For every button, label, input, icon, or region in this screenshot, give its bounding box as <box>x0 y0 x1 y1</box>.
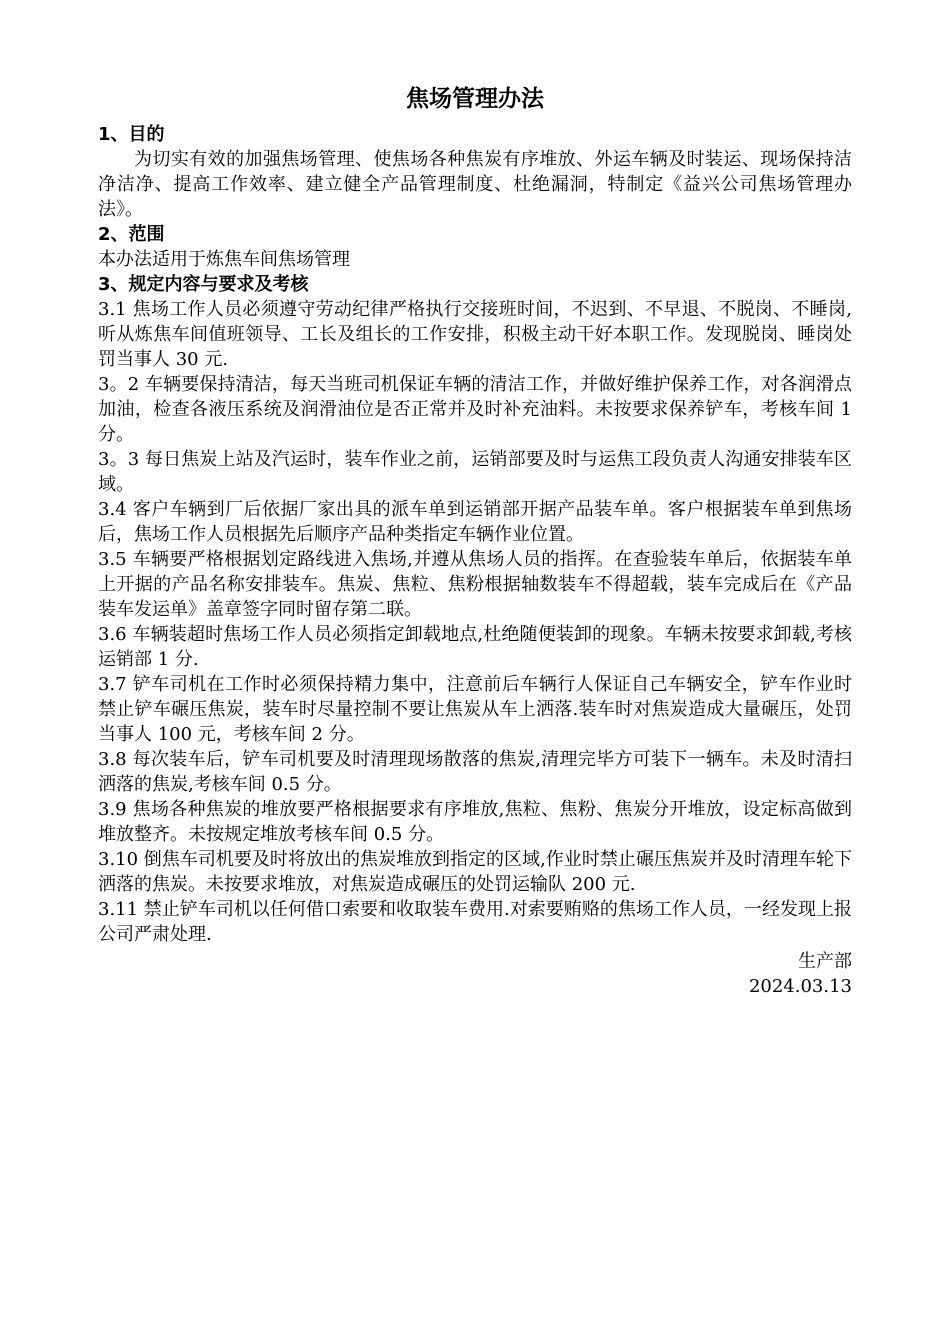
section-heading-scope: 2、范围 <box>98 224 165 245</box>
rule-3-10: 3.10 倒焦车司机要及时将放出的焦炭堆放到指定的区域,作业时禁止碾压焦炭并及时清理车轮下洒落的焦炭。未按要求堆放，对焦炭造成碾压的处罚运输队 200 元. <box>98 849 852 895</box>
document-title: 焦场管理办法 <box>406 86 544 112</box>
section-heading-rules: 3、规定内容与要求及考核 <box>98 274 309 295</box>
signature-date: 2024.03.13 <box>748 976 852 997</box>
rule-3-2: 3。2 车辆要保持清洁，每天当班司机保证车辆的清洁工作，并做好维护保养工作，对各润滑点加油，检查各液压系统及润滑油位是否正常并及时补充油料。未按要求保养铲车，考核车间 1 分。 <box>98 374 852 445</box>
section-purpose <box>98 122 852 222</box>
rule-3-1: 3.1 焦场工作人员必须遵守劳动纪律严格执行交接班时间，不迟到、不早退、不脱岗、不睡岗,听从炼焦车间值班领导、工长及组长的工作安排，积极主动干好本职工作。发现脱岗、睡岗处罚当事人 30 元. <box>98 299 852 370</box>
rule-3-4: 3.4 客户车辆到厂后依据厂家出具的派车单到运销部开据产品装车单。客户根据装车单到焦场后，焦场工作人员根据先后顺序产品种类指定车辆作业位置。 <box>98 499 852 545</box>
rule-3-9: 3.9 焦场各种焦炭的堆放要严格根据要求有序堆放,焦粒、焦粉、焦炭分开堆放，设定标高做到堆放整齐。未按规定堆放考核车间 0.5 分。 <box>98 799 852 845</box>
paragraph-purpose: 为切实有效的加强焦场管理、使焦场各种焦炭有序堆放、外运车辆及时装运、现场保持洁净洁净、提高工作效率、建立健全产品管理制度、杜绝漏洞，特制定《益兴公司焦场管理办法》。 <box>98 149 852 220</box>
signature-block <box>98 949 852 999</box>
document-page <box>98 82 852 999</box>
section-rules <box>98 272 852 947</box>
rule-3-8: 3.8 每次装车后，铲车司机要及时清理现场散落的焦炭,清理完毕方可装下一辆车。未及时清扫洒落的焦炭,考核车间 0.5 分。 <box>98 749 852 795</box>
signature-department: 生产部 <box>798 951 852 972</box>
paragraph-scope: 本办法适用于炼焦车间焦场管理 <box>98 249 350 270</box>
section-heading-purpose: 1、目的 <box>98 124 165 145</box>
rule-3-3: 3。3 每日焦炭上站及汽运时，装车作业之前，运销部要及时与运焦工段负责人沟通安排装车区域。 <box>98 449 852 495</box>
rule-3-6: 3.6 车辆装超时焦场工作人员必须指定卸载地点,杜绝随便装卸的现象。车辆未按要求卸载,考核运销部 1 分. <box>98 624 852 670</box>
rule-3-5: 3.5 车辆要严格根据划定路线进入焦场,并遵从焦场人员的指挥。在查验装车单后，依据装车单上开据的产品名称安排装车。焦炭、焦粒、焦粉根据轴数装车不得超载，装车完成后在《产品装车发运单》盖章签字同时留存第二联。 <box>98 549 852 620</box>
section-scope <box>98 222 852 272</box>
rule-3-7: 3.7 铲车司机在工作时必须保持精力集中，注意前后车辆行人保证自己车辆安全，铲车作业时禁止铲车碾压焦炭，装车时尽量控制不要让焦炭从车上洒落.装车时对焦炭造成大量碾压，处罚当事人 100 元，考核车间 2 分。 <box>98 674 852 745</box>
rule-3-11: 3.11 禁止铲车司机以任何借口索要和收取装车费用.对索要贿赂的焦场工作人员，一经发现上报公司严肃处理. <box>98 899 852 945</box>
